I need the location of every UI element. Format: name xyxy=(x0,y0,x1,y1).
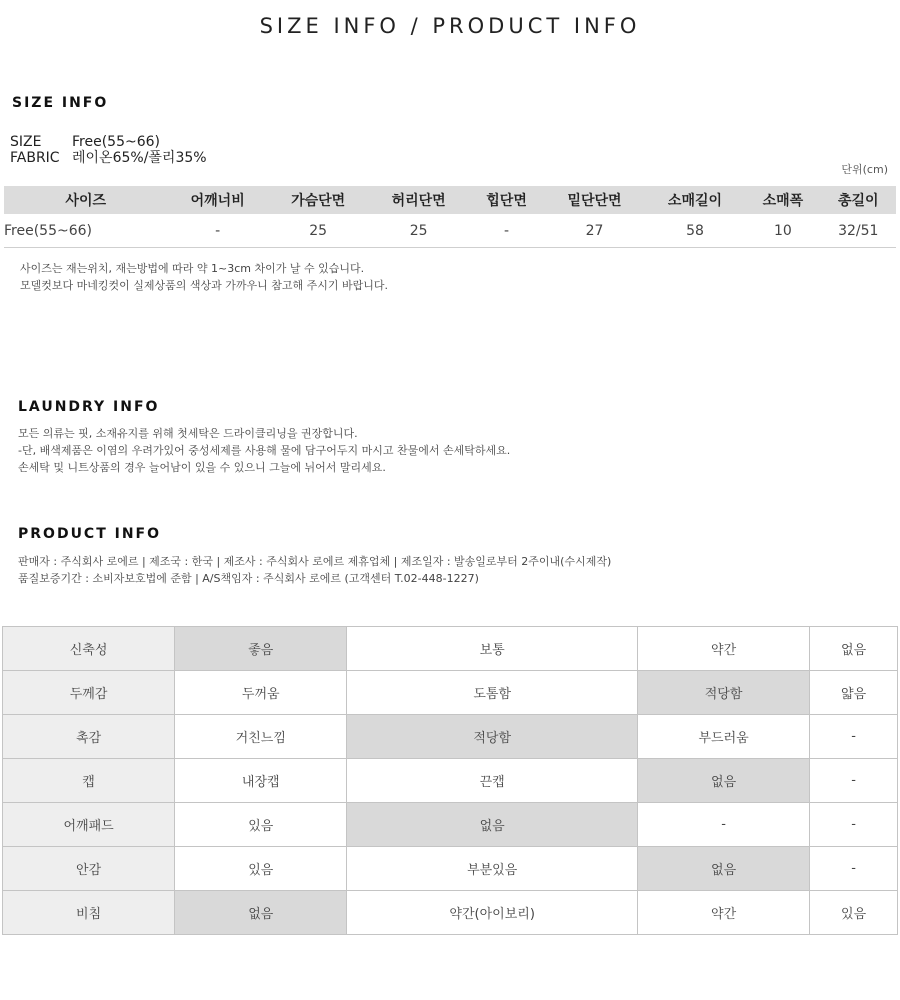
table-cell: 27 xyxy=(544,214,644,248)
size-label: SIZE xyxy=(10,134,42,150)
product-notes xyxy=(18,553,611,587)
property-option: 있음 xyxy=(810,891,898,935)
property-row xyxy=(3,891,898,935)
fabric-label: FABRIC xyxy=(10,150,60,166)
table-cell: Free(55~66) xyxy=(4,214,167,248)
property-row xyxy=(3,715,898,759)
property-option: - xyxy=(810,847,898,891)
property-option-selected: 적당함 xyxy=(347,715,638,759)
property-option-selected: 적당함 xyxy=(638,671,810,715)
property-option: 약간(아이보리) xyxy=(347,891,638,935)
property-option: 있음 xyxy=(175,847,347,891)
property-option: 부드러움 xyxy=(638,715,810,759)
property-option-selected: 없음 xyxy=(347,803,638,847)
property-option: 얇음 xyxy=(810,671,898,715)
property-option: 약간 xyxy=(638,891,810,935)
column-header: 허리단면 xyxy=(368,186,468,214)
product-line: 판매자 : 주식회사 로에르 | 제조국 : 한국 | 제조사 : 주식회사 로에르 제휴업체 | 제조일자 : 발송일로부터 2주이내(수시제작) xyxy=(18,555,612,568)
column-header: 힙단면 xyxy=(469,186,544,214)
table-cell: 25 xyxy=(368,214,468,248)
property-option: - xyxy=(810,715,898,759)
size-note: 모델컷보다 마네킹컷이 실제상품의 색상과 가까우니 참고해 주시기 바랍니다. xyxy=(20,279,389,292)
laundry-line: -단, 배색제품은 이염의 우려가있어 중성세제를 사용해 물에 담구어두지 마시고 찬물에서 손세탁하세요. xyxy=(18,444,511,457)
size-table xyxy=(4,186,896,248)
spec-size-row xyxy=(10,134,207,150)
property-option: 보통 xyxy=(347,627,638,671)
property-option: 있음 xyxy=(175,803,347,847)
size-table-header xyxy=(4,186,896,214)
column-header: 총길이 xyxy=(821,186,896,214)
column-header: 밑단단면 xyxy=(544,186,644,214)
property-row xyxy=(3,847,898,891)
laundry-line: 손세탁 및 니트상품의 경우 늘어남이 있을 수 있으니 그늘에 뉘어서 말리세요. xyxy=(18,461,386,474)
spec-fabric-row xyxy=(10,150,207,166)
property-label: 비침 xyxy=(3,891,175,935)
property-option-selected: 없음 xyxy=(175,891,347,935)
table-cell: - xyxy=(167,214,267,248)
property-option: 도톰함 xyxy=(347,671,638,715)
property-row xyxy=(3,803,898,847)
fabric-value: 레이온65%/폴리35% xyxy=(72,150,207,166)
laundry-info-heading: LAUNDRY INFO xyxy=(18,399,160,415)
laundry-line: 모든 의류는 핏, 소재유지를 위해 첫세탁은 드라이클리닝을 권장합니다. xyxy=(18,427,358,440)
column-header: 소매길이 xyxy=(645,186,745,214)
table-row xyxy=(4,214,896,248)
property-option: 약간 xyxy=(638,627,810,671)
laundry-notes xyxy=(18,425,510,476)
property-row xyxy=(3,671,898,715)
table-cell: 32/51 xyxy=(821,214,896,248)
table-cell: 58 xyxy=(645,214,745,248)
size-note: 사이즈는 재는위치, 재는방법에 따라 약 1~3cm 차이가 날 수 있습니다. xyxy=(20,262,365,275)
property-option: 거친느낌 xyxy=(175,715,347,759)
property-option: 끈캡 xyxy=(347,759,638,803)
property-option-selected: 좋음 xyxy=(175,627,347,671)
property-option: 부분있음 xyxy=(347,847,638,891)
table-cell: - xyxy=(469,214,544,248)
column-header: 소매폭 xyxy=(745,186,820,214)
spec-block xyxy=(10,134,207,166)
property-label: 신축성 xyxy=(3,627,175,671)
property-option-selected: 없음 xyxy=(638,759,810,803)
property-label: 캡 xyxy=(3,759,175,803)
property-label: 촉감 xyxy=(3,715,175,759)
property-option: - xyxy=(810,803,898,847)
product-info-heading: PRODUCT INFO xyxy=(18,526,162,542)
property-row xyxy=(3,627,898,671)
property-label: 어깨패드 xyxy=(3,803,175,847)
table-cell: 25 xyxy=(268,214,368,248)
property-option: 내장캡 xyxy=(175,759,347,803)
property-option-selected: 없음 xyxy=(638,847,810,891)
size-notes xyxy=(20,260,388,294)
property-option: - xyxy=(810,759,898,803)
property-option: 두꺼움 xyxy=(175,671,347,715)
property-option: 없음 xyxy=(810,627,898,671)
column-header: 사이즈 xyxy=(4,186,167,214)
property-row xyxy=(3,759,898,803)
property-table xyxy=(2,626,898,935)
size-value: Free(55~66) xyxy=(72,134,160,150)
page-title: SIZE INFO / PRODUCT INFO xyxy=(259,14,641,38)
unit-label: 단위(cm) xyxy=(841,163,888,176)
property-label: 안감 xyxy=(3,847,175,891)
table-cell: 10 xyxy=(745,214,820,248)
property-option: - xyxy=(638,803,810,847)
product-line: 품질보증기간 : 소비자보호법에 준함 | A/S책임자 : 주식회사 로에르 (고객센터 T.02-448-1227) xyxy=(18,572,479,585)
size-info-heading: SIZE INFO xyxy=(12,95,109,111)
column-header: 어깨너비 xyxy=(167,186,267,214)
column-header: 가슴단면 xyxy=(268,186,368,214)
property-label: 두께감 xyxy=(3,671,175,715)
